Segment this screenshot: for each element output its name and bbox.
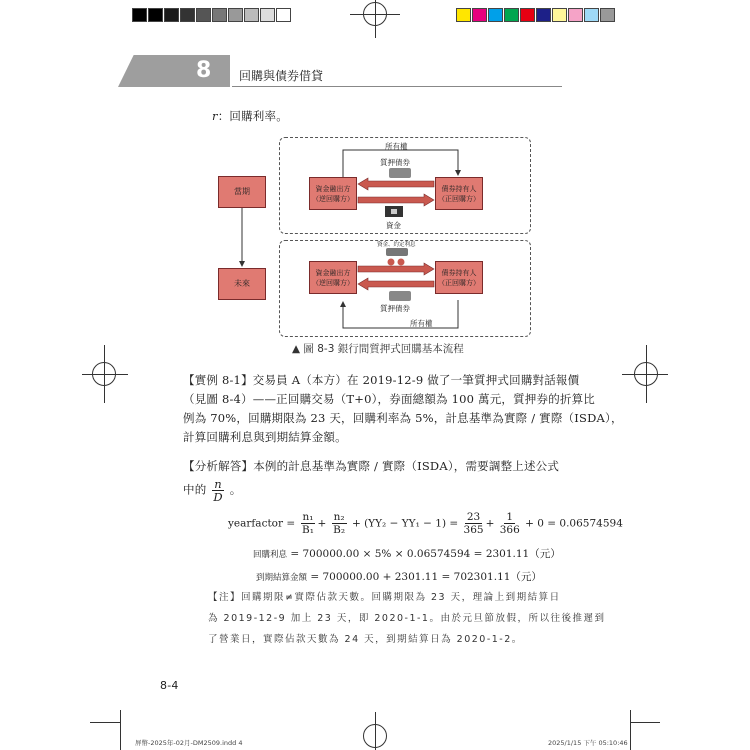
- bond-icon: [389, 168, 411, 178]
- n-over-d-fraction: $\frac{n}{D}$: [213, 477, 223, 504]
- example-line-1: 【實例 8-1】交易員 A（本方）在 2019-12-9 做了一筆質押式回購對話報價: [183, 373, 580, 387]
- note-line-3: 了營業日，實際佔款天數為 24 天，到期結算日為 2020-1-2。: [208, 634, 523, 645]
- bond-icon: [389, 291, 411, 301]
- example-line-4: 計算回購利息與到期結算金額。: [183, 430, 347, 444]
- figure-caption: ▲ 圖 8-3 銀行間質押式回購基本流程: [292, 343, 464, 355]
- collateral-label-top: 質押債券: [380, 158, 410, 167]
- file-info: 屏幣-2025年-02月-DM2509.indd 4: [135, 739, 243, 747]
- collateral-arrow-top: [358, 178, 434, 190]
- chapter-number: 8: [196, 58, 212, 83]
- cash-interest-icon: [386, 248, 408, 256]
- settlement-formula: 到期結算金額 = 700000.00 + 2301.11 = 702301.11（元）: [256, 571, 542, 583]
- reverse-repo-party-bottom: 資金融出方 （逆回購方）: [309, 261, 357, 294]
- collateral-label-bottom: 質押債券: [380, 304, 410, 313]
- repo-party-bottom: 債券持有人 （正回購方）: [435, 261, 483, 294]
- collateral-arrow-bottom: [358, 278, 434, 290]
- rate-symbol: r: [212, 109, 218, 123]
- coin-icon: [388, 259, 395, 266]
- page-number: 8-4: [160, 679, 179, 692]
- coin-icon: [398, 259, 405, 266]
- example-line-3: 例為 70%，回購期限為 23 天，回購利率為 5%，計息基準為實際 / 實際（ISDA），: [183, 411, 623, 425]
- note-line-2: 為 2019-12-9 加上 23 天，即 2020-1-1。由於元旦節放假，所以往後推遲到: [208, 613, 606, 624]
- ownership-label-bottom: 所有權: [410, 319, 433, 328]
- yearfactor-formula: yearfactor = $\frac{\text{n₁}}{\text{B₁}}$ + $\frac{\text{n₂}}{\text{B₂}}$ + (YY₂ − YY₁ − 1) = $\frac{23}{365}$ + $\frac{1}{366}$ + 0 = 0.06574594: [228, 511, 623, 536]
- definition-text: ：回購利率。: [217, 109, 288, 123]
- future-period-box: 未來: [218, 268, 266, 300]
- analysis-line-1: 【分析解答】本例的計息基準為實際 / 實際（ISDA），需要調整上述公式: [183, 459, 560, 473]
- interest-formula: 回購利息 = 700000.00 × 5% × 0.06574594 = 2301.11（元）: [253, 548, 561, 560]
- chapter-title: 回購與債券借貸: [239, 69, 324, 83]
- cash-arrow-top: [358, 194, 434, 206]
- print-timestamp: 2025/1/15 下午 05:10:46: [548, 739, 628, 747]
- repo-party-top: 債券持有人 （正回購方）: [435, 177, 483, 210]
- ownership-label-top: 所有權: [385, 142, 408, 151]
- reverse-repo-party-top: 資金融出方 （逆回購方）: [309, 177, 357, 210]
- analysis-line-2: 中的 $\frac{n}{D}$ 。: [183, 477, 242, 504]
- cash-label: 資金: [386, 221, 401, 230]
- cash-interest-label: 資金、約定利息: [377, 242, 416, 248]
- note-line-1: 【注】回購期限≠實際佔款天數。回購期限為 23 天，理論上到期結算日: [208, 592, 561, 603]
- current-period-box: 當期: [218, 176, 266, 208]
- example-line-2: （見圖 8-4）——正回購交易（T+0），券面總額為 100 萬元，質押券的折算比: [183, 392, 596, 406]
- cash-interest-arrow-bottom: [358, 263, 434, 275]
